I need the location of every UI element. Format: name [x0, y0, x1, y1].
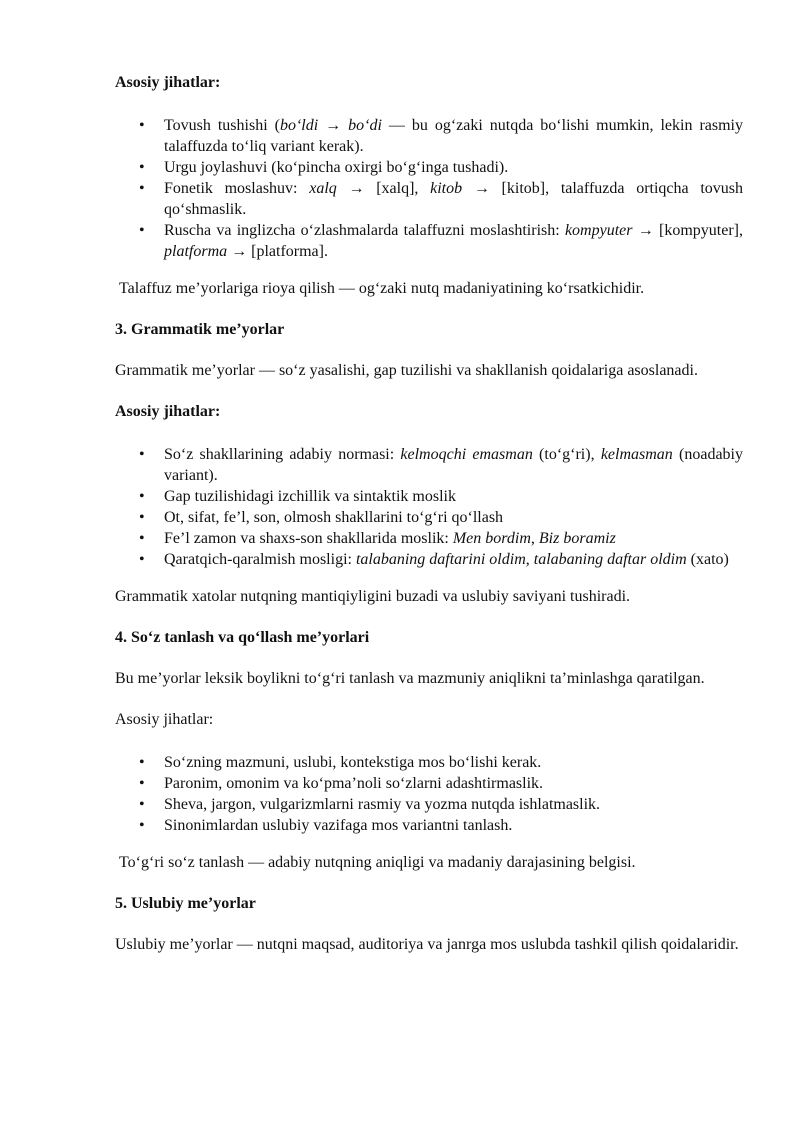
- list-item-text: Fonetik moslashuv:: [164, 180, 310, 197]
- list-item: [115, 507, 743, 528]
- list-item: [115, 178, 743, 220]
- italic-example: platforma: [164, 243, 228, 260]
- italic-example: bo‘ldi: [279, 117, 319, 134]
- list-item-text: Ruscha va inglizcha o‘zlashmalarda talaffuzni moslashtirish:: [164, 222, 565, 239]
- italic-example: talabaning daftar oldim: [533, 551, 687, 568]
- list-item-text: Qaratqich-qaralmish mosligi:: [164, 551, 356, 568]
- list-item-text: — bu og‘zaki nutqda bo‘lishi mumkin, lekin rasmiy talaffuzda to‘liq variant kerak).: [164, 117, 743, 155]
- italic-example: kompyuter: [564, 222, 633, 239]
- section-5-title: 5. Uslubiy me’yorlar: [115, 895, 256, 912]
- list-item: [115, 115, 743, 157]
- list-item-text: So‘zning mazmuni, uslubi, kontekstiga mos bo‘lishi kerak.: [164, 754, 542, 771]
- list-item-text: →: [318, 117, 349, 134]
- pronunciation-note: Talaffuz me’yorlariga rioya qilish — og‘zaki nutq madaniyatining ko‘rsatkichidir.: [119, 280, 645, 297]
- list-item: [115, 486, 743, 507]
- list-item-text: Gap tuzilishidagi izchillik va sintaktik moslik: [164, 488, 456, 505]
- list-item-text: Paronim, omonim va ko‘pma’noli so‘zlarni adashtirmaslik.: [164, 775, 544, 792]
- list-item-text: (noadabiy variant).: [164, 446, 743, 484]
- italic-example: Biz boramiz: [538, 530, 616, 547]
- list-item-text: Sheva, jargon, vulgarizmlarni rasmiy va yozma nutqda ishlatmaslik.: [164, 796, 601, 813]
- italic-example: kitob: [430, 180, 463, 197]
- list-item-text: → [xalq],: [336, 180, 431, 197]
- list-item-text: Urgu joylashuvi (ko‘pincha oxirgi bo‘g‘inga tushadi).: [164, 159, 509, 176]
- document-page: [115, 72, 743, 955]
- list-item: [115, 752, 743, 773]
- list-item-text: Sinonimlardan uslubiy vazifaga mos variantni tanlash.: [164, 817, 513, 834]
- italic-example: kelmasman: [600, 446, 673, 463]
- italic-example: xalq: [309, 180, 337, 197]
- aspects-heading-pronunciation: Asosiy jihatlar:: [115, 74, 221, 91]
- list-item-text: → [platforma].: [227, 243, 328, 260]
- section-3-intro: Grammatik me’yorlar — so‘z yasalishi, gap tuzilishi va shakllanish qoidalariga asoslanadi.: [115, 362, 698, 379]
- list-item-text: Fe’l zamon va shaxs-son shakllarida moslik:: [164, 530, 453, 547]
- word-choice-aspects-list: [115, 752, 743, 836]
- list-item-text: → [kompyuter],: [632, 222, 743, 239]
- word-choice-note: To‘g‘ri so‘z tanlash — adabiy nutqning aniqligi va madaniy darajasining belgisi.: [119, 854, 636, 871]
- section-5-intro: Uslubiy me’yorlar — nutqni maqsad, auditoriya va janrga mos uslubda tashkil qilish qoidalaridir.: [115, 936, 739, 953]
- aspects-heading-grammar: Asosiy jihatlar:: [115, 403, 221, 420]
- italic-example: talabaning daftarini oldim: [355, 551, 526, 568]
- list-item: [115, 444, 743, 486]
- list-item-text: Ot, sifat, fe’l, son, olmosh shakllarini to‘g‘ri qo‘llash: [164, 509, 504, 526]
- list-item-text: (xato): [686, 551, 729, 568]
- list-item-text: → [kitob], talaffuzda ortiqcha tovush qo‘shmaslik.: [164, 180, 744, 218]
- list-item: [115, 528, 743, 549]
- list-item-text: So‘z shakllarining adabiy normasi:: [164, 446, 401, 463]
- italic-example: bo‘di: [348, 117, 382, 134]
- italic-example: kelmoqchi emasman: [400, 446, 533, 463]
- section-3-title: 3. Grammatik me’yorlar: [115, 321, 285, 338]
- list-item-text: Tovush tushishi (: [164, 117, 280, 134]
- aspects-label-word-choice: Asosiy jihatlar:: [115, 711, 214, 728]
- section-4-title: 4. So‘z tanlash va qo‘llash me’yorlari: [115, 629, 370, 646]
- italic-example: Men bordim: [452, 530, 531, 547]
- grammar-note: Grammatik xatolar nutqning mantiqiyligini buzadi va uslubiy saviyani tushiradi.: [115, 588, 631, 605]
- list-item-text: ,: [530, 530, 539, 547]
- section-4-intro: Bu me’yorlar leksik boylikni to‘g‘ri tanlash va mazmuniy aniqlikni ta’minlashga qaratilgan.: [115, 670, 705, 687]
- list-item-text: ,: [525, 551, 534, 568]
- list-item: [115, 794, 743, 815]
- grammar-aspects-list: [115, 444, 743, 570]
- list-item-text: (to‘g‘ri),: [532, 446, 601, 463]
- list-item: [115, 815, 743, 836]
- pronunciation-aspects-list: [115, 115, 743, 262]
- list-item: [115, 220, 743, 262]
- list-item: [115, 549, 743, 570]
- list-item: [115, 773, 743, 794]
- list-item: [115, 157, 743, 178]
